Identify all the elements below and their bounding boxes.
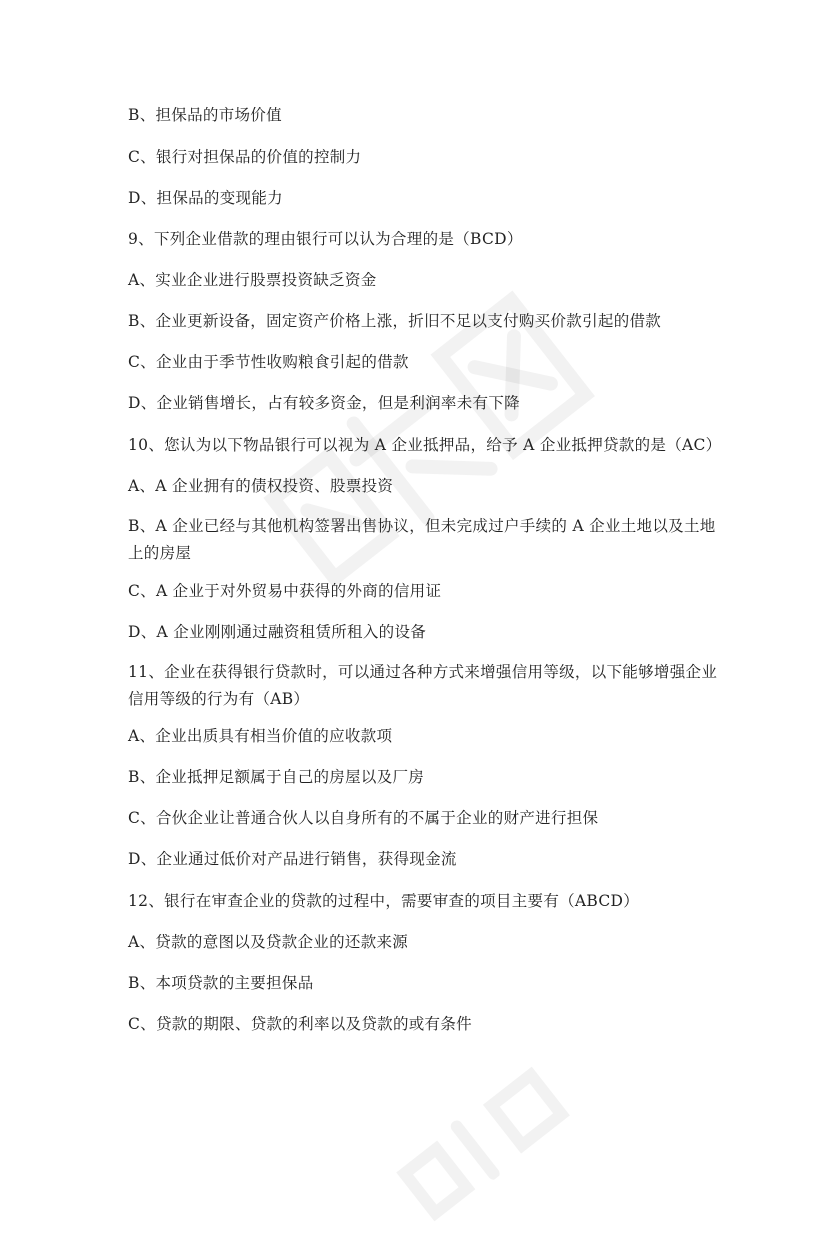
option-line-d: D、担保品的变现能力 [128, 189, 283, 207]
q11-option-a: A、企业出质具有相当价值的应收款项 [128, 727, 393, 745]
q11-option-d: D、企业通过低价对产品进行销售，获得现金流 [128, 850, 457, 868]
question-12: 12、银行在审查企业的贷款的过程中，需要审查的项目主要有（ABCD） [128, 892, 640, 910]
q9-option-d: D、企业销售增长，占有较多资金，但是利润率未有下降 [128, 394, 520, 412]
watermark-graphic-bottom [377, 1047, 584, 1233]
question-11: 11、企业在获得银行贷款时，可以通过各种方式来增强信用等级，以下能够增强企业信用等级的行为有（AB） [128, 663, 718, 708]
option-line-b: B、担保品的市场价值 [128, 106, 282, 124]
q10-option-b: B、A 企业已经与其他机构签署出售协议，但未完成过户手续的 A 企业土地以及土地上的房屋 [128, 517, 716, 562]
q11-option-b: B、企业抵押足额属于自己的房屋以及厂房 [128, 768, 425, 786]
q12-option-b: B、本项贷款的主要担保品 [128, 974, 314, 992]
q10-option-a: A、A 企业拥有的债权投资、股票投资 [128, 477, 394, 495]
option-line-c: C、银行对担保品的价值的控制力 [128, 148, 362, 166]
q10-option-d: D、A 企业刚刚通过融资租赁所租入的设备 [128, 623, 427, 641]
question-10: 10、您认为以下物品银行可以视为 A 企业抵押品，给予 A 企业抵押贷款的是（AC） [128, 436, 722, 454]
q9-option-b: B、企业更新设备，固定资产价格上涨，折旧不足以支付购买价款引起的借款 [128, 312, 662, 330]
q9-option-c: C、企业由于季节性收购粮食引起的借款 [128, 353, 409, 371]
q12-option-c: C、贷款的期限、贷款的利率以及贷款的或有条件 [128, 1015, 472, 1033]
question-9: 9、下列企业借款的理由银行可以认为合理的是（BCD） [128, 230, 523, 248]
q9-option-a: A、实业企业进行股票投资缺乏资金 [128, 271, 377, 289]
q10-option-c: C、A 企业于对外贸易中获得的外商的信用证 [128, 582, 442, 600]
q12-option-a: A、贷款的意图以及贷款企业的还款来源 [128, 933, 409, 951]
q11-option-c: C、合伙企业让普通合伙人以自身所有的不属于企业的财产进行担保 [128, 809, 599, 827]
